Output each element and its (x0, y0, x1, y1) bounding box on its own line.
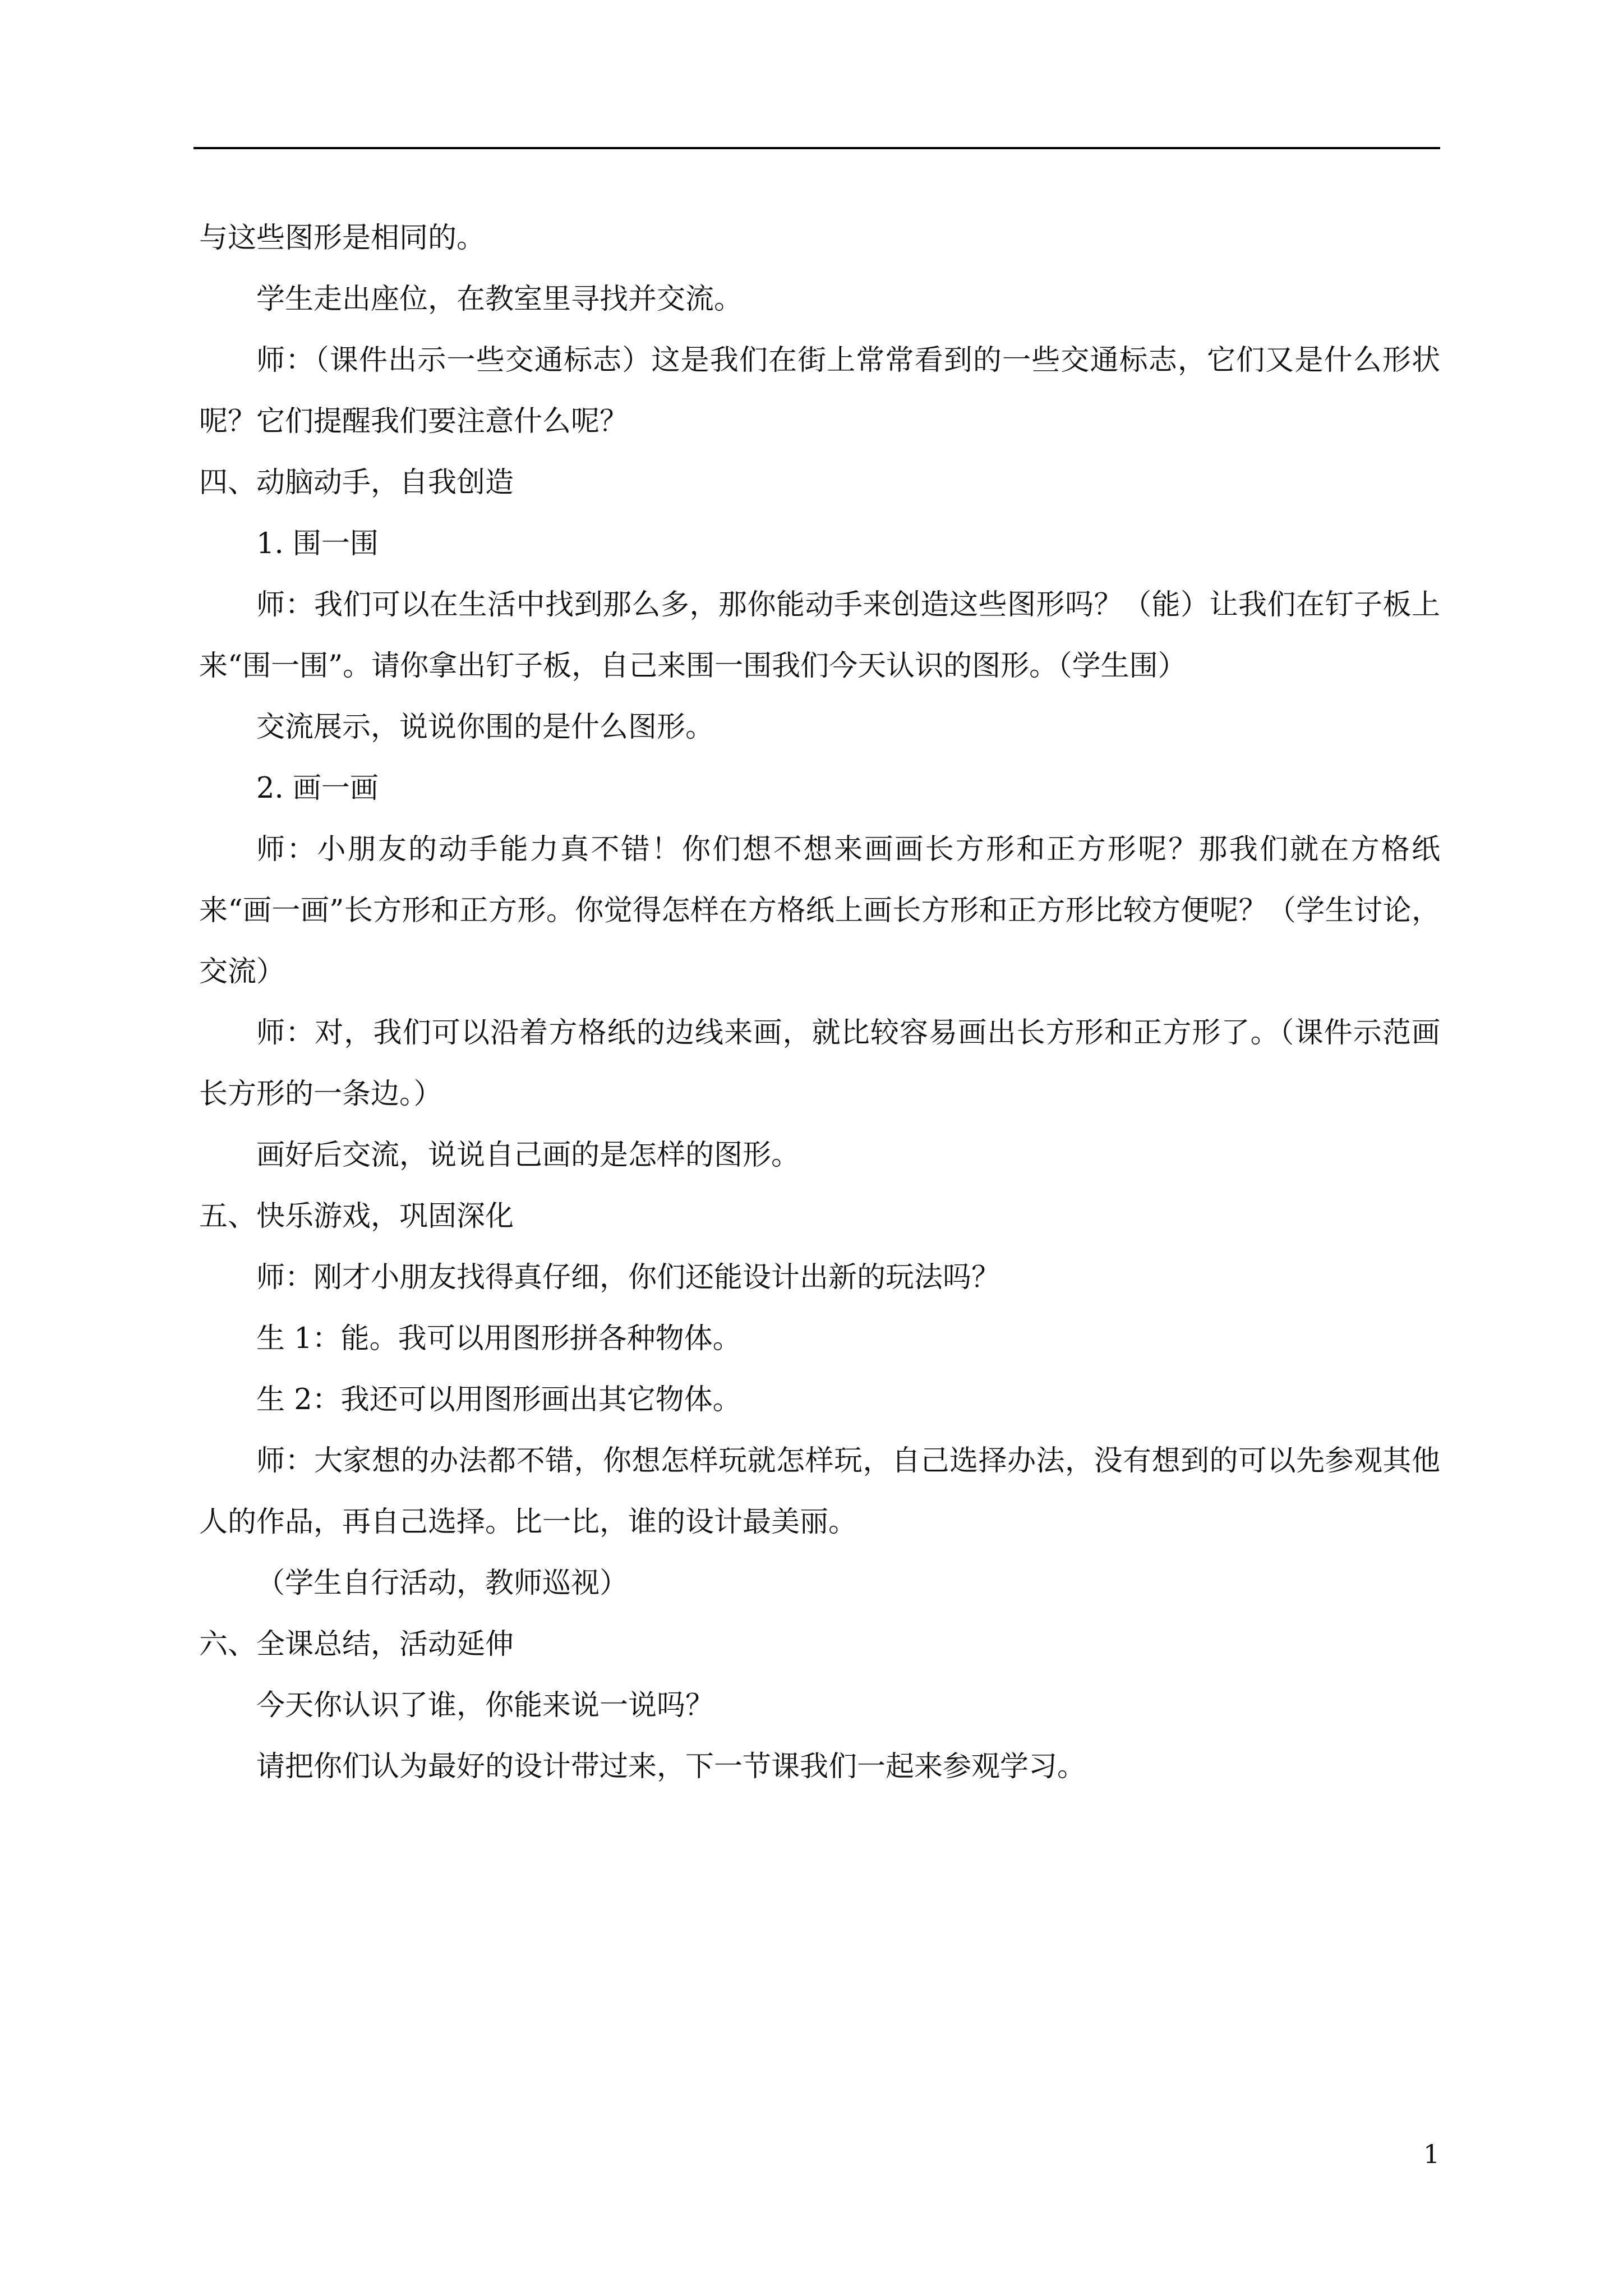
paragraph-teacher-choice: 师：大家想的办法都不错，你想怎样玩就怎样玩，自己选择办法，没有想到的可以先参观其他人的作品，再自己选择。比一比，谁的设计最美丽。 (199, 1444, 1440, 1539)
paragraph-students-search: 学生走出座位，在教室里寻找并交流。 (256, 283, 743, 316)
paragraph-traffic-signs: 师：（课件出示一些交通标志）这是我们在街上常常看到的一些交通标志，它们又是什么形状呢？它们提醒我们要注意什么呢？ (199, 344, 1440, 438)
header-rule (193, 147, 1440, 149)
subheading-enclose: 1. 围一围 (256, 527, 379, 560)
paragraph-share-drawing: 画好后交流，说说自己画的是怎样的图形。 (256, 1139, 800, 1172)
subheading-draw: 2. 画一画 (256, 772, 379, 805)
paragraph-draw-along-lines: 师：对，我们可以沿着方格纸的边线来画，就比较容易画出长方形和正方形了。（课件示范画长方形的一条边。） (199, 1016, 1440, 1111)
paragraph-homework: 请把你们认为最好的设计带过来，下一节课我们一起来参观学习。 (256, 1750, 1086, 1783)
document-body (199, 208, 1440, 1797)
paragraph-grid-paper: 师：小朋友的动手能力真不错！你们想不想来画画长方形和正方形呢？那我们就在方格纸来“画一画”长方形和正方形。你觉得怎样在方格纸上画长方形和正方形比较方便呢？（学生讨论，交流） (199, 833, 1440, 988)
section-heading-5: 五、快乐游戏，巩固深化 (199, 1200, 514, 1233)
section-heading-4: 四、动脑动手，自我创造 (199, 466, 514, 499)
paragraph-continuation: 与这些图形是相同的。 (199, 222, 486, 255)
section-heading-6: 六、全课总结，活动延伸 (199, 1628, 514, 1661)
page-number: 1 (1423, 2139, 1440, 2169)
paragraph-activity-note: （学生自行活动，教师巡视） (256, 1567, 629, 1600)
paragraph-summary-question: 今天你认识了谁，你能来说一说吗？ (256, 1689, 714, 1722)
paragraph-pegboard: 师：我们可以在生活中找到那么多，那你能动手来创造这些图形吗？（能）让我们在钉子板上来“围一围”。请你拿出钉子板，自己来围一围我们今天认识的图形。（学生围） (199, 588, 1440, 683)
paragraph-new-game: 师：刚才小朋友找得真仔细，你们还能设计出新的玩法吗？ (256, 1261, 1000, 1294)
paragraph-student-2: 生 2：我还可以用图形画出其它物体。 (256, 1383, 741, 1416)
paragraph-student-1: 生 1：能。我可以用图形拼各种物体。 (256, 1322, 741, 1355)
paragraph-share-enclosed: 交流展示，说说你围的是什么图形。 (256, 711, 714, 744)
